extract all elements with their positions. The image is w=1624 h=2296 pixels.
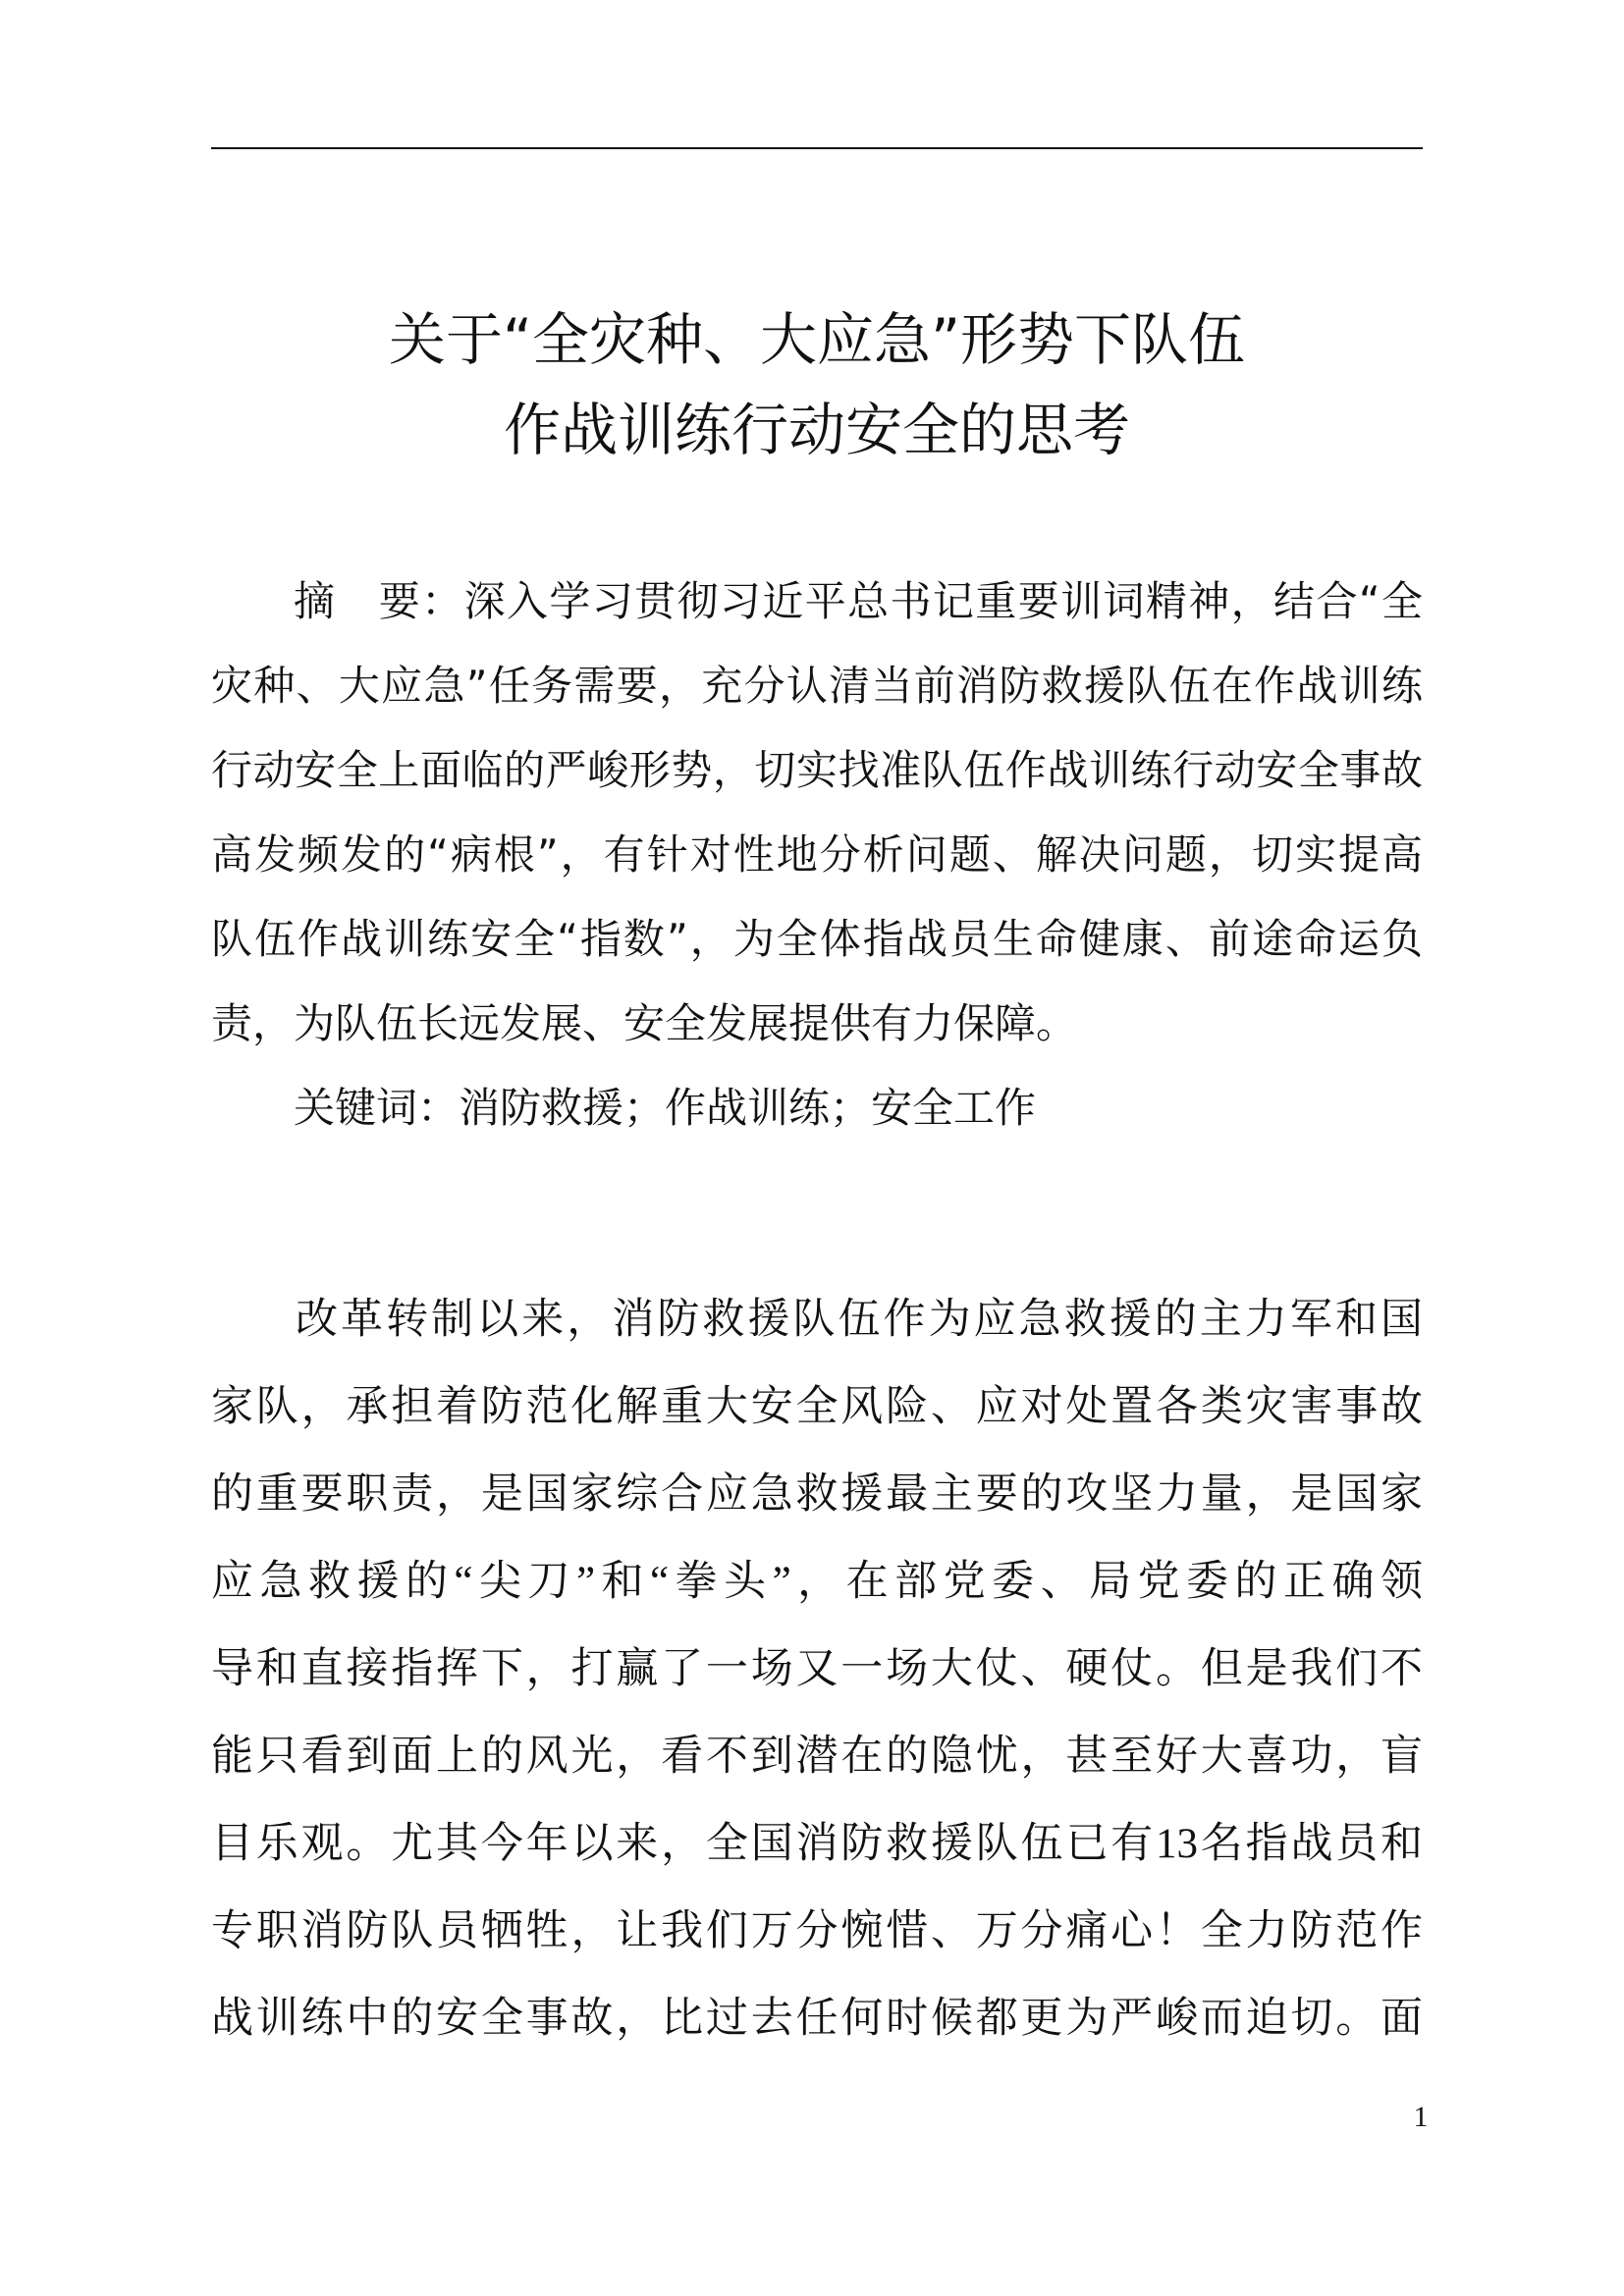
abstract-line: 责，为队伍长远发展、安全发展提供有力保障。 bbox=[211, 999, 1078, 1047]
header-rule bbox=[211, 147, 1423, 149]
document-title bbox=[211, 294, 1423, 475]
abstract-block bbox=[211, 560, 1423, 1150]
body-line: 改革转制以来，消防救援队伍作为应急救援的主力军和国 bbox=[296, 1297, 1423, 1343]
page-number: 1 bbox=[1413, 2101, 1429, 2133]
title-line-2: 作战训练行动安全的思考 bbox=[503, 397, 1130, 463]
body-line: 战训练中的安全事故，比过去任何时候都更为严峻而迫切。面 bbox=[211, 1996, 1423, 2042]
abstract-line: 灾种、大应急”任务需要，充分认清当前消防救援队伍在作战训练 bbox=[211, 662, 1423, 710]
body-line: 专职消防队员牺牲，让我们万分惋惜、万分痛心！全力防范作 bbox=[211, 1908, 1423, 1954]
abstract-line: 行动安全上面临的严峻形势，切实找准队伍作战训练行动安全事故 bbox=[211, 746, 1423, 794]
body-line: 能只看到面上的风光，看不到潜在的隐忧，甚至好大喜功，盲 bbox=[211, 1734, 1423, 1780]
keywords: 关键词：消防救援；作战训练；安全工作 bbox=[294, 1084, 1037, 1132]
abstract-line: 队伍作战训练安全“指数”，为全体指战员生命健康、前途命运负 bbox=[211, 915, 1423, 963]
body-text bbox=[211, 1276, 1423, 2062]
body-line: 目乐观。尤其今年以来，全国消防救援队伍已有13名指战员和 bbox=[211, 1821, 1423, 1867]
body-line: 的重要职责，是国家综合应急救援最主要的攻坚力量，是国家 bbox=[211, 1471, 1423, 1518]
body-line: 导和直接指挥下，打赢了一场又一场大仗、硬仗。但是我们不 bbox=[211, 1646, 1423, 1692]
abstract-line: 高发频发的“病根”，有针对性地分析问题、解决问题，切实提高 bbox=[211, 830, 1423, 879]
title-line-1: 关于“全灾种、大应急”形势下队伍 bbox=[388, 306, 1246, 373]
body-line: 家队，承担着防范化解重大安全风险、应对处置各类灾害事故 bbox=[211, 1384, 1423, 1430]
body-line: 应急救援的“尖刀”和“拳头”，在部党委、局党委的正确领 bbox=[211, 1559, 1423, 1605]
abstract-line: 摘 要：深入学习贯彻习近平总书记重要训词精神，结合“全 bbox=[294, 577, 1423, 625]
